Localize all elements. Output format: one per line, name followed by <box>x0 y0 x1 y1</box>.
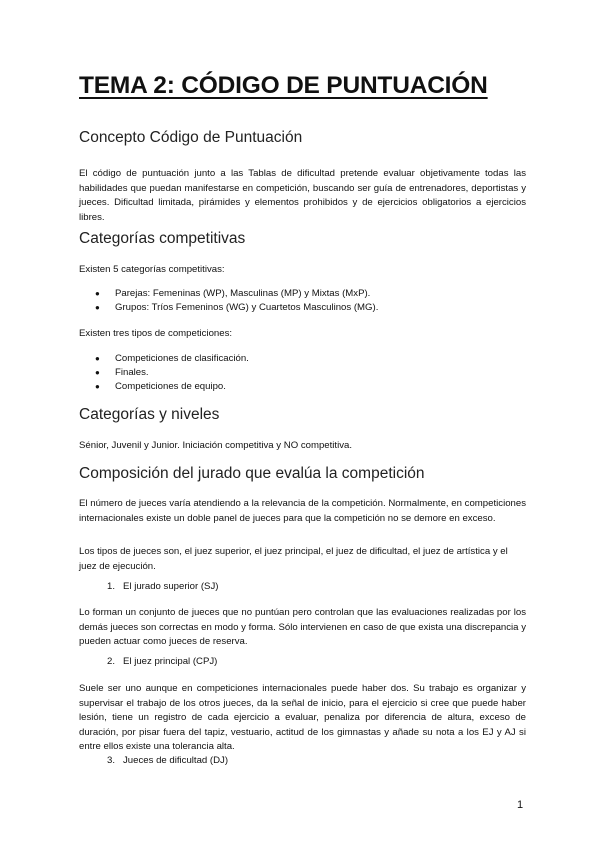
heading-concepto: Concepto Código de Puntuación <box>79 129 303 146</box>
list-item: ● Parejas: Femeninas (WP), Masculinas (MP) y Mixtas (MxP). <box>95 288 371 299</box>
list-item: ● Finales. <box>95 367 149 378</box>
list-item: ● Competiciones de clasificación. <box>95 353 249 364</box>
bullet-icon: ● <box>95 368 100 377</box>
paragraph-tipos-jueces: Los tipos de jueces son, el juez superior, el juez principal, el juez de dificultad, el juez de artística y el juez de ejecución. <box>79 546 508 572</box>
paragraph-niveles: Sénior, Juvenil y Junior. Iniciación competitiva y NO competitiva. <box>79 440 353 451</box>
heading-categorias-niveles: Categorías y niveles <box>79 406 220 423</box>
heading-categorias-competitivas: Categorías competitivas <box>79 230 246 247</box>
bullet-icon: ● <box>95 382 100 391</box>
paragraph-categorias-intro: Existen 5 categorías competitivas: <box>79 264 225 275</box>
paragraph-competiciones-intro: Existen tres tipos de competiciones: <box>79 328 233 339</box>
numbered-item-jurado-superior: 1. El jurado superior (SJ) <box>106 581 219 592</box>
list-competiciones <box>79 352 526 394</box>
paragraph-concepto: El código de puntuación junto a las Tablas de dificultad pretende evaluar objetivamente todas las habilidades que puedan manifestarse en competición, buscando ser guía de entrenadores, deportistas y jueces. Dificultad limitada, pirámides y elementos prohibidos y de ejercicios obligatorios a ejercicios libres. <box>79 168 526 223</box>
paragraph-numero-jueces: El número de jueces varía atendiendo a la relevancia de la competición. Normalmente, en competiciones internacionales existe un doble panel de jueces para que la competición no se demore en exceso. <box>79 498 526 524</box>
numbered-item-juez-principal: 2. El juez principal (CPJ) <box>106 656 218 667</box>
list-categorias <box>79 287 526 315</box>
heading-composicion-jurado: Composición del jurado que evalúa la competición <box>79 465 425 482</box>
bullet-icon: ● <box>95 289 100 298</box>
list-item: ● Competiciones de equipo. <box>95 381 226 392</box>
paragraph-jurado-superior: Lo forman un conjunto de jueces que no puntúan pero controlan que las evaluaciones realizadas por los demás jueces son correctas en modo y forma. Sólo intervienen en caso de que exista una discrepancia y pueden actuar como jueces de reserva. <box>79 607 526 647</box>
paragraph-juez-principal: Suele ser uno aunque en competiciones internacionales puede haber dos. Su trabajo es organizar y supervisar el trabajo de los otros jueces, da la señal de inicio, para el ejercicio si cree que puede haber lesión, tiene un registro de cada ejercicio a evaluar, penaliza por diferencia de altura, exceso de duración, por pisar fuera del tapiz, vestuario, actitud de los gimnastas y añade su nota a los EJ y AJ si entre ellos existe una tolerancia alta. <box>79 683 526 752</box>
numbered-item-jueces-dificultad: 3. Jueces de dificultad (DJ) <box>106 755 229 766</box>
list-item: ● Grupos: Tríos Femeninos (WG) y Cuartetos Masculinos (MG). <box>95 302 379 313</box>
bullet-icon: ● <box>95 354 100 363</box>
page-number: 1 <box>517 799 524 811</box>
page-title: TEMA 2: CÓDIGO DE PUNTUACIÓN <box>79 72 488 99</box>
bullet-icon: ● <box>95 303 100 312</box>
